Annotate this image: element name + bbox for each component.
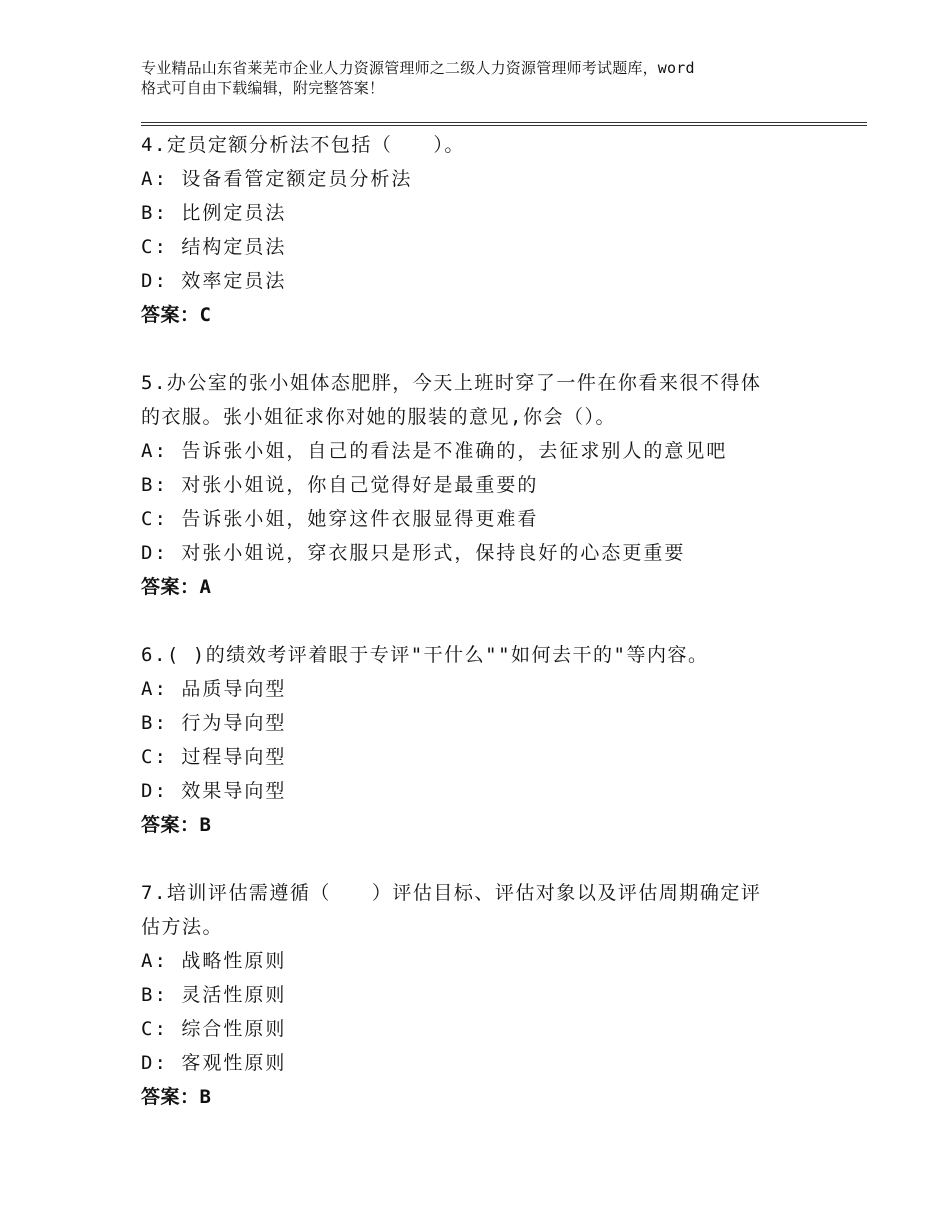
question-text-line-1: 5.办公室的张小姐体态肥胖，今天上班时穿了一件在你看来很不得体	[141, 372, 762, 394]
option-d: D: 效率定员法	[141, 270, 287, 292]
option-a: A: 品质导向型	[141, 678, 287, 700]
header-line-1: 专业精品山东省莱芜市企业人力资源管理师之二级人力资源管理师考试题库，word	[141, 59, 695, 77]
option-d: D: 客观性原则	[141, 1052, 287, 1074]
question-text-line-2: 的衣服。张小姐征求你对她的服装的意见,你会（）。	[141, 406, 616, 428]
question-6	[141, 638, 841, 842]
option-b: B: 行为导向型	[141, 712, 287, 734]
answer: 答案：C	[141, 304, 212, 326]
question-7	[141, 876, 841, 1114]
header-divider-top	[141, 122, 867, 123]
option-c: C: 告诉张小姐，她穿这件衣服显得更难看	[141, 508, 539, 530]
answer: 答案：B	[141, 1086, 212, 1108]
option-c: C: 过程导向型	[141, 746, 287, 768]
option-b: B: 对张小姐说，你自己觉得好是最重要的	[141, 474, 539, 496]
question-spacer	[141, 332, 841, 366]
question-spacer	[141, 604, 841, 638]
question-text: 6.( )的绩效考评着眼于专评"干什么""如何去干的"等内容。	[141, 644, 709, 666]
option-d: D: 效果导向型	[141, 780, 287, 802]
option-d: D: 对张小姐说，穿衣服只是形式，保持良好的心态更重要	[141, 542, 686, 564]
answer: 答案：A	[141, 576, 212, 598]
question-5	[141, 366, 841, 604]
option-c: C: 结构定员法	[141, 236, 287, 258]
option-b: B: 灵活性原则	[141, 984, 287, 1006]
option-c: C: 综合性原则	[141, 1018, 287, 1040]
header-line-2: 格式可自由下载编辑，附完整答案！	[141, 79, 385, 97]
option-a: A: 告诉张小姐，自己的看法是不准确的，去征求别人的意见吧	[141, 440, 728, 462]
question-spacer	[141, 842, 841, 876]
document-header	[141, 58, 841, 98]
question-text: 4.定员定额分析法不包括（ ）。	[141, 134, 465, 156]
option-a: A: 战略性原则	[141, 950, 287, 972]
header-divider-bottom	[141, 125, 867, 126]
option-a: A: 设备看管定额定员分析法	[141, 168, 413, 190]
question-text-line-2: 估方法。	[141, 916, 224, 938]
question-text-line-1: 7.培训评估需遵循（ ）评估目标、评估对象以及评估周期确定评	[141, 882, 762, 904]
option-b: B: 比例定员法	[141, 202, 287, 224]
answer: 答案：B	[141, 814, 212, 836]
question-list	[141, 128, 841, 1114]
question-4	[141, 128, 841, 332]
